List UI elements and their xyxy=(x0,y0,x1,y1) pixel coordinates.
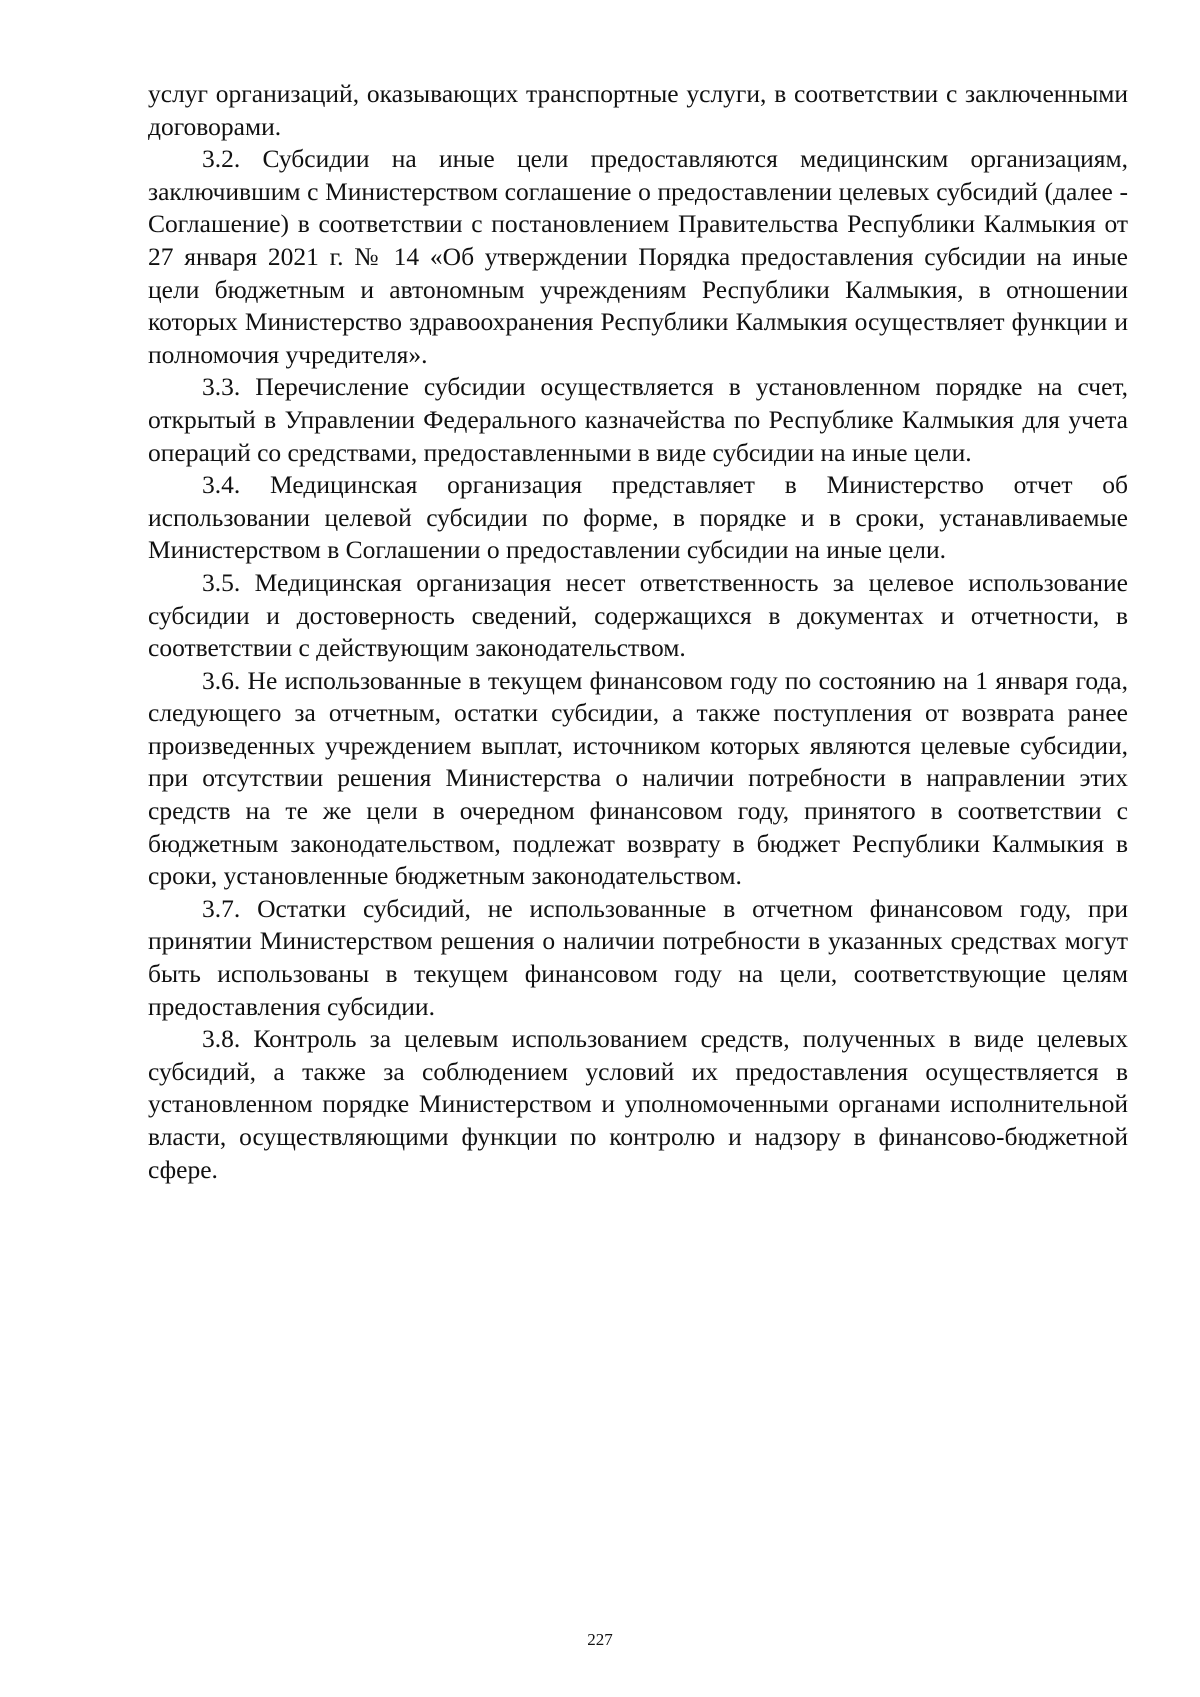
paragraph-3-4: 3.4. Медицинская организация представляет в Министерство отчет об использовании целевой субсидии по форме, в порядке и в сроки, устанавливаемые Министерством в Соглашении о предоставлении субсидии на иные цели. xyxy=(148,470,1128,565)
paragraph-3-8: 3.8. Контроль за целевым использованием средств, полученных в виде целевых субсидий, а также за соблюдением условий их предоставления осуществляется в установленном порядке Министерством и уполномоченными органами исполнительной власти, осуществляющими функции по контролю и надзору в финансово-бюджетной сфере. xyxy=(148,1024,1128,1184)
paragraph-continuation: услуг организаций, оказывающих транспортные услуги, в соответствии с заключенными договорами. xyxy=(148,79,1128,141)
paragraph-3-2: 3.2. Субсидии на иные цели предоставляются медицинским организациям, заключившим с Министерством соглашение о предоставлении целевых субсидий (далее - Соглашение) в соответствии с постановлением Правительства Республики Калмыкия от 27 января 2021 г. № 14 «Об утверждении Порядка предоставления субсидии на иные цели бюджетным и автономным учреждениям Республики Калмыкия, в отношении которых Министерство здравоохранения Республики Калмыкия осуществляет функции и полномочия учредителя». xyxy=(148,144,1128,369)
paragraph-3-7: 3.7. Остатки субсидий, не использованные в отчетном финансовом году, при принятии Министерством решения о наличии потребности в указанных средствах могут быть использованы в текущем финансовом году на цели, соответствующие целям предоставления субсидии. xyxy=(148,893,1128,1021)
page-number: 227 xyxy=(587,1630,613,1649)
paragraph-3-3: 3.3. Перечисление субсидии осуществляется в установленном порядке на счет, открытый в Управлении Федерального казначейства по Республике Калмыкия для учета операций со средствами, предоставленными в виде субсидии на иные цели. xyxy=(148,372,1128,467)
document-body xyxy=(148,78,1128,1186)
paragraph-3-6: 3.6. Не использованные в текущем финансовом году по состоянию на 1 января года, следующего за отчетным, остатки субсидии, а также поступления от возврата ранее произведенных учреждением выплат, источником которых являются целевые субсидии, при отсутствии решения Министерства о наличии потребности в направлении этих средств на те же цели в очередном финансовом году, принятого в соответствии с бюджетным законодательством, подлежат возврату в бюджет Республики Калмыкия в сроки, установленные бюджетным законодательством. xyxy=(148,665,1128,891)
paragraph-3-5: 3.5. Медицинская организация несет ответственность за целевое использование субсидии и достоверность сведений, содержащихся в документах и отчетности, в соответствии с действующим законодательством. xyxy=(148,567,1128,663)
